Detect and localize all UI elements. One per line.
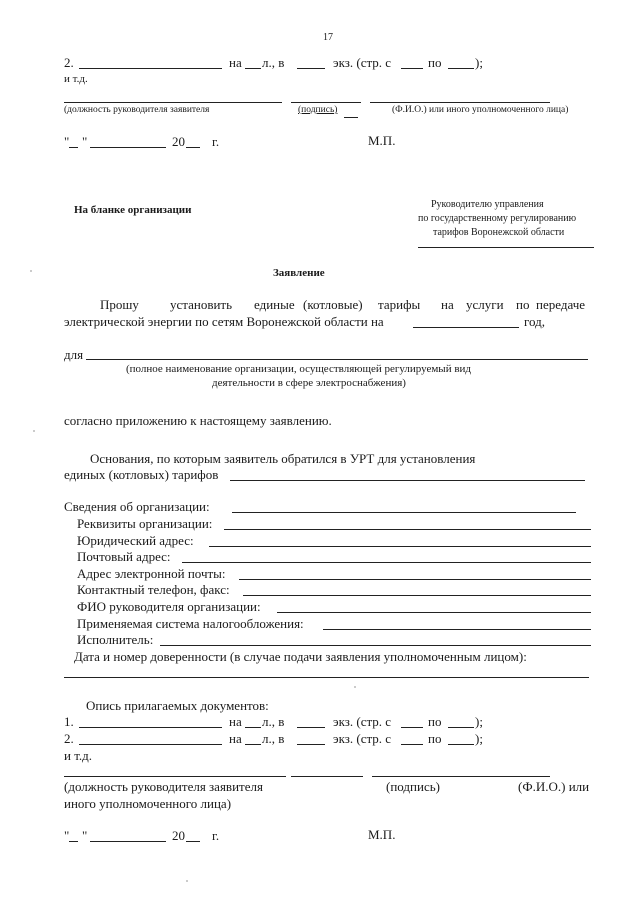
page-to-label: по [428, 731, 442, 746]
copies-line [297, 727, 325, 728]
quote-open: " [64, 134, 70, 149]
word: единые [254, 297, 295, 312]
addressee-line-3: тарифов Воронежской области [433, 227, 565, 238]
year-prefix: 20 [172, 828, 185, 843]
email-label: Адрес электронной почты: [77, 566, 226, 581]
copies-label: л., в [262, 731, 285, 746]
word: передаче [536, 297, 585, 312]
pages-line [245, 744, 261, 745]
copies-label: л., в [262, 55, 285, 70]
page-from-label: экз. (стр. с [333, 714, 392, 729]
quote-close: " [82, 828, 88, 843]
word: тарифы [378, 297, 421, 312]
page-to-line [448, 744, 474, 745]
year-suffix: г. [212, 828, 220, 843]
phone-line [243, 595, 591, 596]
doc-name-line [79, 727, 222, 728]
tax-system-line [323, 629, 591, 630]
month-line [90, 841, 166, 842]
scan-speck [354, 686, 356, 688]
word: Прошу [100, 297, 139, 312]
executor-line [160, 645, 591, 646]
pages-label: на [229, 55, 242, 70]
row-number: 2. [64, 55, 74, 70]
copies-line [297, 68, 325, 69]
page-to-label: по [428, 714, 442, 729]
executor-label: Исполнитель: [77, 632, 154, 647]
signature-caption: (подпись) [298, 105, 338, 115]
position-line [64, 776, 286, 777]
pages-label: на [229, 731, 242, 746]
row-number: 2. [64, 731, 74, 746]
director-label: ФИО руководителя организации: [77, 599, 261, 614]
name-line [372, 776, 550, 777]
day-line [69, 147, 78, 148]
stamp-place: М.П. [368, 133, 396, 148]
appendix-text: согласно приложению к настоящему заявлению. [64, 413, 332, 428]
signature-line [291, 776, 363, 777]
documents-title: Опись прилагаемых документов: [86, 698, 269, 713]
word: по [516, 297, 530, 312]
page-to-line [448, 68, 474, 69]
page-to-label: по [428, 55, 442, 70]
email-line [239, 579, 591, 580]
etc-label: и т.д. [64, 748, 93, 763]
name-caption-cont: иного уполномоченного лица) [64, 796, 232, 811]
postal-address-label: Почтовый адрес: [77, 549, 171, 564]
scan-speck [186, 880, 188, 882]
page-from-line [401, 727, 423, 728]
addressee-line-2: по государственному регулированию [418, 213, 577, 224]
word: на [441, 297, 454, 312]
day-line [69, 841, 78, 842]
name-caption: (Ф.И.О.) или [518, 779, 590, 794]
legal-address-line [209, 546, 591, 547]
position-caption: (должность руководителя заявителя [64, 779, 263, 794]
scan-speck [30, 270, 32, 272]
proxy-label: Дата и номер доверенности (в случае подачи заявления уполномоченным лицом): [74, 649, 527, 664]
director-line [277, 612, 591, 613]
pages-line [245, 727, 261, 728]
signature-line [291, 102, 361, 103]
pages-line [245, 68, 261, 69]
page-from-label: экз. (стр. с [333, 731, 392, 746]
org-info-title: Сведения об организации: [64, 499, 210, 514]
requisites-label: Реквизиты организации: [77, 516, 213, 531]
quote-close: " [82, 134, 88, 149]
org-info-line [232, 512, 576, 513]
name-line [370, 102, 550, 103]
addressee-line-1: Руководителю управления [431, 199, 544, 210]
page-from-line [401, 68, 423, 69]
letterhead-note: На бланке организации [74, 204, 192, 216]
for-label: для [64, 347, 84, 362]
position-line [64, 102, 282, 103]
request-line-2: электрической энергии по сетям Воронежской области на [64, 314, 384, 329]
page-from-label: экз. (стр. с [333, 55, 392, 70]
year-line [186, 147, 200, 148]
doc-name-line [79, 744, 222, 745]
row-number: 1. [64, 714, 74, 729]
year-word: год, [524, 314, 545, 329]
word: (котловые) [303, 297, 363, 312]
position-caption: (должность руководителя заявителя [64, 105, 210, 115]
copies-label: л., в [262, 714, 285, 729]
postal-address-line [182, 562, 591, 563]
organization-name-line [86, 359, 588, 360]
page-number: 17 [323, 32, 333, 43]
requisites-line [224, 529, 591, 530]
document-title: Заявление [273, 267, 325, 279]
signature-caption: (подпись) [386, 779, 440, 794]
row-end: ); [475, 731, 483, 746]
legal-address-label: Юридический адрес: [77, 533, 194, 548]
tax-system-label: Применяемая система налогообложения: [77, 616, 304, 631]
year-prefix: 20 [172, 134, 185, 149]
page-from-line [401, 744, 423, 745]
addressee-underline [418, 247, 594, 248]
proxy-line [64, 677, 589, 678]
row-end: ); [475, 714, 483, 729]
phone-label: Контактный телефон, факс: [77, 582, 230, 597]
org-name-note-1: (полное наименование организации, осуществляющей регулируемый вид [126, 363, 472, 375]
grounds-text-1: Основания, по которым заявитель обратился в УРТ для установления [90, 451, 476, 466]
page-to-line [448, 727, 474, 728]
year-line [186, 841, 200, 842]
org-name-note-2: деятельности в сфере электроснабжения) [212, 377, 406, 389]
quote-open: " [64, 828, 70, 843]
pages-label: на [229, 714, 242, 729]
word: услуги [466, 297, 504, 312]
grounds-text-2: единых (котловых) тарифов [64, 467, 219, 482]
stamp-place: М.П. [368, 827, 396, 842]
name-caption: (Ф.И.О.) или иного уполномоченного лица) [392, 105, 569, 115]
year-field-line [413, 327, 519, 328]
scan-speck [33, 430, 35, 432]
doc-name-line [79, 68, 222, 69]
word: установить [170, 297, 233, 312]
etc-label: и т.д. [64, 73, 88, 85]
signature-caption-tail [344, 117, 358, 118]
month-line [90, 147, 166, 148]
copies-line [297, 744, 325, 745]
year-suffix: г. [212, 134, 220, 149]
row-end: ); [475, 55, 483, 70]
grounds-line [230, 480, 585, 481]
